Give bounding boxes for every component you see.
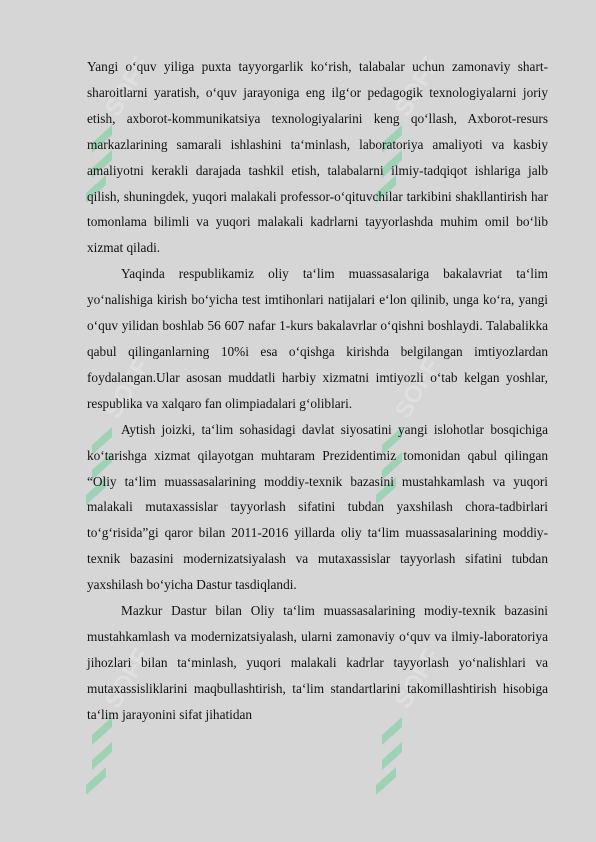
svg-text:SOFF: SOFF	[389, 354, 446, 423]
svg-text:SOFF: SOFF	[389, 644, 446, 713]
svg-text:SOFF: SOFF	[99, 354, 156, 423]
paragraph-4: Mazkur Dastur bilan Oliy ta‘lim muassasalarining modiy-texnik bazasini mustahkamlash va modernizatsiyalash, ularni zamonaviy o‘quv va ilmiy-laboratoriya jihozlari bilan ta‘minlash, yuqori malakali kadrlar tayyorlash yo‘nalishlari va mutaxassisliklarini maqbullashtirish, ta‘lim standartlarini takomillashtirish hisobiga ta‘lim jarayonini sifat jihatidan	[87, 603, 548, 722]
paragraph-2: Yaqinda respublikamiz oliy ta‘lim muassasalariga bakalavriat ta‘lim yo‘nalishiga kirish bo‘yicha test imtihonlari natijalari e‘lon qilinib, unga ko‘ra, yangi o‘quv yilidan boshlab 56 607 nafar 1-kurs bakalavrlar o‘qishni boshlaydi. Talabalikka qabul qilinganlarning 10%i esa o‘qishga kirishda belgilangan imtiyozlardan foydalangan.Ular asosan muddatli harbiy xizmatni imtiyozli o‘tab kelgan yoshlar, respublika va xalqaro fan olimpiadalari g‘oliblari.	[87, 266, 548, 411]
paragraph-3: Aytish joizki, ta‘lim sohasidagi davlat siyosatini yangi islohotlar bosqichiga ko‘tarishga xizmat qilayotgan muhtaram Prezidentimiz tomonidan qabul qilingan “Oliy ta‘lim muassasalarining moddiy-texnik bazasini mustahkamlash va yuqori malakali mutaxassislar tayyorlash sifatini tubdan yaxshilash chora-tadbirlari to‘g‘risida”gi qaror bilan 2011-2016 yillarda oliy ta‘lim muassasalarining moddiy-texnik bazasini modernizatsiyalash va mutaxassislar tayyorlash sifatini tubdan yaxshilash bo‘yicha Dastur tasdiqlandi.	[87, 421, 548, 593]
paragraph-1: Yangi o‘quv yiliga puxta tayyorgarlik ko‘rish, talabalar uchun zamonaviy shart-sharoitlarni yaratish, o‘quv jarayoniga eng ilg‘or pedagogik texnologiyalarni joriy etish, axborot-kommunikatsiya texnologiyalarini keng qo‘llash, Axborot-resurs markazlarining samarali ishlashini ta‘minlash, laboratoriya amaliyoti va kasbiy amaliyotni kerakli darajada tashkil etish, talabalarni ilmiy-tadqiqot ishlariga jalb qilish, shuningdek, yuqori malakali professor-o‘qituvchilar tarkibini shakllantirish har tomonlama bilimli va yuqori malakali kadrlarni tayyorlashda muhim omil bo‘lib xizmat qiladi.	[87, 59, 548, 256]
svg-text:SOFF: SOFF	[389, 52, 446, 122]
svg-text:SOFF: SOFF	[99, 52, 156, 122]
svg-text:SOFF: SOFF	[99, 644, 156, 713]
body-text	[87, 54, 548, 728]
